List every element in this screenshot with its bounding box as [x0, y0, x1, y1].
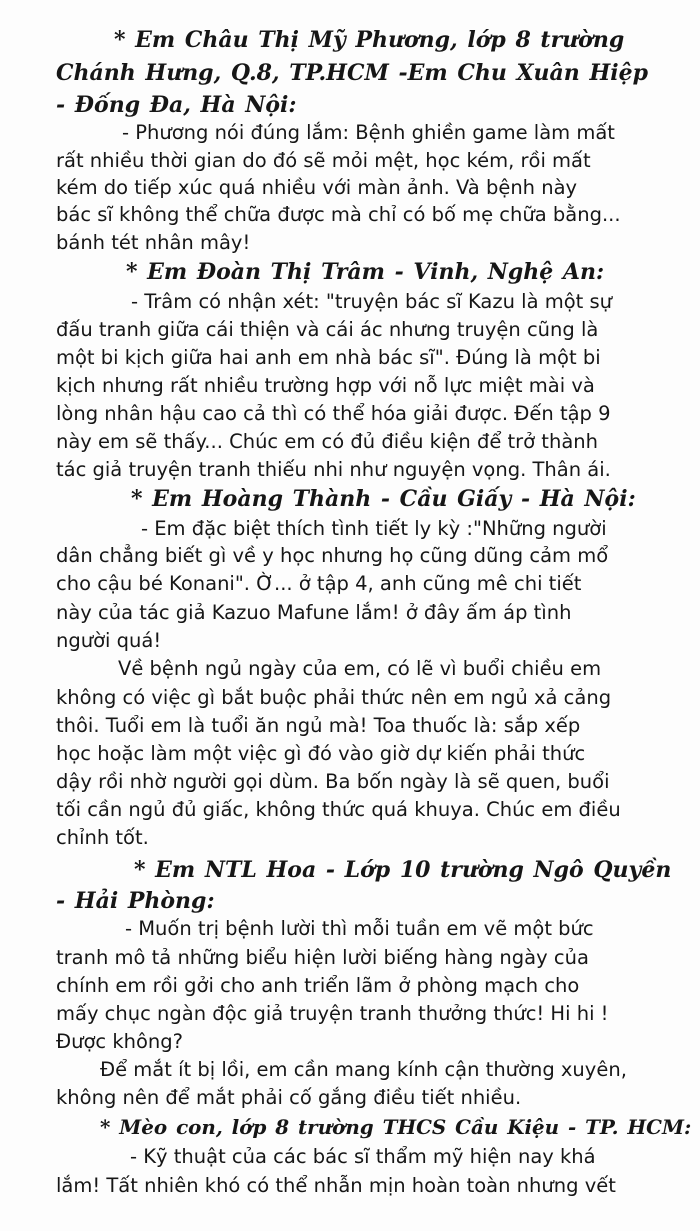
body-line: - Kỹ thuật của các bác sĩ thẩm mỹ hiện nay khá — [130, 1145, 596, 1168]
body-line: lắm! Tất nhiên khó có thể nhẫn mịn hoàn toàn nhưng vết — [56, 1174, 616, 1197]
body-line: - Em đặc biệt thích tình tiết ly kỳ :"Những người — [141, 517, 607, 540]
body-line: - Phương nói đúng lắm: Bệnh ghiền game làm mất — [122, 121, 615, 144]
letter-heading-line: - Hải Phòng: — [56, 888, 215, 914]
body-line: - Trâm có nhận xét: "truyện bác sĩ Kazu là một sự — [131, 290, 613, 313]
body-line: rất nhiều thời gian do đó sẽ mỏi mệt, học kém, rồi mất — [56, 149, 591, 172]
body-line: này em sẽ thấy... Chúc em có đủ điều kiện để trở thành — [56, 430, 598, 453]
body-line: dậy rồi nhờ người gọi dùm. Ba bốn ngày là sẽ quen, buổi — [56, 770, 610, 793]
body-line: lòng nhân hậu cao cả thì có thể hóa giải được. Đến tập 9 — [56, 402, 611, 425]
letter-heading-line: * Em Châu Thị Mỹ Phương, lớp 8 trường — [114, 27, 625, 53]
body-line: kịch nhưng rất nhiều trường hợp với nỗ lực miệt mài và — [56, 374, 595, 397]
letter-heading-line: * Em NTL Hoa - Lớp 10 trường Ngô Quyền — [134, 857, 672, 883]
letter-heading-line: Chánh Hưng, Q.8, TP.HCM -Em Chu Xuân Hiệp — [56, 60, 648, 86]
body-line: bác sĩ không thể chữa được mà chỉ có bố mẹ chữa bằng... — [56, 203, 621, 226]
body-line: đấu tranh giữa cái thiện và cái ác nhưng truyện cũng là — [56, 318, 599, 341]
letter-heading-line: * Mèo con, lớp 8 trường THCS Cầu Kiệu - TP. HCM: — [100, 1115, 692, 1139]
letter-heading-line: * Em Đoàn Thị Trâm - Vinh, Nghệ An: — [126, 259, 605, 285]
body-line: mấy chục ngàn độc giả truyện tranh thưởng thức! Hi hi ! — [56, 1002, 609, 1025]
body-line: dân chẳng biết gì về y học nhưng họ cũng dũng cảm mổ — [56, 544, 609, 567]
letter-heading-line: - Đống Đa, Hà Nội: — [56, 92, 297, 118]
body-line: này của tác giả Kazuo Mafune lắm! ở đây ấm áp tình — [56, 601, 572, 624]
letter-heading-line: * Em Hoàng Thành - Cầu Giấy - Hà Nội: — [131, 486, 636, 512]
body-line: tối cần ngủ đủ giấc, không thức quá khuya. Chúc em điều — [56, 798, 621, 821]
body-line: chính em rồi gởi cho anh triển lãm ở phòng mạch cho — [56, 974, 580, 997]
body-line: một bi kịch giữa hai anh em nhà bác sĩ". Đúng là một bi — [56, 346, 601, 369]
body-line: người quá! — [56, 629, 162, 652]
body-line: không nên để mắt phải cố gắng điều tiết nhiều. — [56, 1086, 522, 1109]
body-line: học hoặc làm một việc gì đó vào giờ dự kiến phải thức — [56, 742, 586, 765]
body-line: Được không? — [56, 1030, 183, 1053]
body-line: tranh mô tả những biểu hiện lười biếng hàng ngày của — [56, 946, 589, 969]
body-line: chỉnh tốt. — [56, 826, 149, 849]
body-line: bánh tét nhân mây! — [56, 231, 251, 254]
body-line: Để mắt ít bị lồi, em cần mang kính cận thường xuyên, — [100, 1058, 627, 1081]
body-line: cho cậu bé Konani". Ờ... ở tập 4, anh cũng mê chi tiết — [56, 572, 582, 595]
body-line: thôi. Tuổi em là tuổi ăn ngủ mà! Toa thuốc là: sắp xếp — [56, 714, 581, 737]
body-line: kém do tiếp xúc quá nhiều với màn ảnh. Và bệnh này — [56, 176, 578, 199]
body-line: không có việc gì bắt buộc phải thức nên em ngủ xả cảng — [56, 686, 612, 709]
body-line: tác giả truyện tranh thiếu nhi như nguyện vọng. Thân ái. — [56, 458, 611, 481]
body-line: - Muốn trị bệnh lười thì mỗi tuần em vẽ một bức — [125, 917, 594, 940]
body-line: Về bệnh ngủ ngày của em, có lẽ vì buổi chiều em — [118, 657, 602, 680]
